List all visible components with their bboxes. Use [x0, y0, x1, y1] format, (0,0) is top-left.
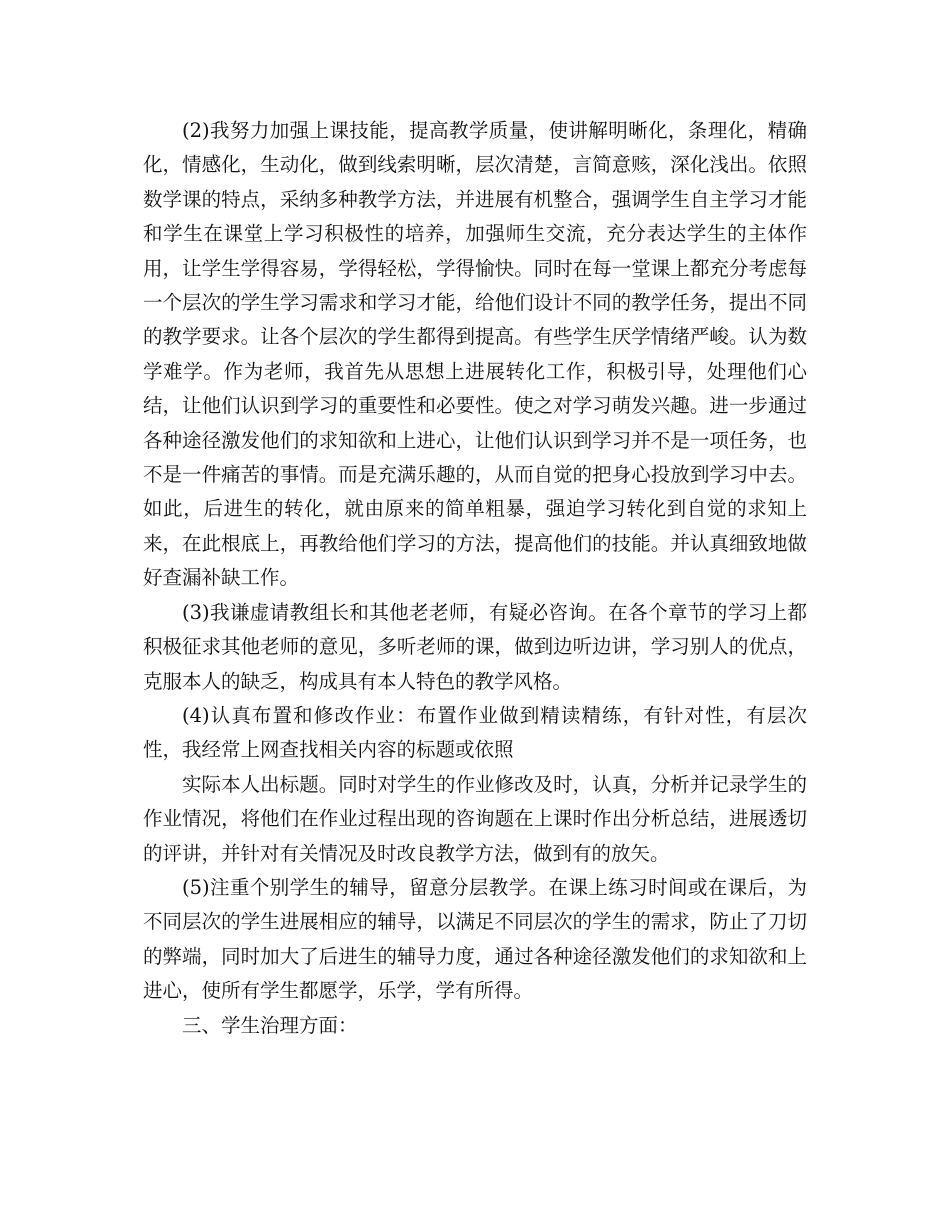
section-heading-student-management: 三、学生治理方面： [182, 1013, 358, 1037]
paragraph-5-individual-tutoring: (5)注重个别学生的辅导，留意分层教学。在课上练习时间或在课后，为不同层次的学生进展相应的辅导，以满足不同层次的学生的需求，防止了刀切的弊端，同时加大了后进生的辅导力度，通过各种途径激发他们的求知欲和上进心，使所有学生都愿学，乐学，学有所得。 [143, 875, 807, 1003]
paragraph-4-homework-continued: 实际本人出标题。同时对学生的作业修改及时，认真，分析并记录学生的作业情况，将他们在作业过程出现的咨询题在上课时作出分析总结，进展透切的评讲，并针对有关情况及时改良教学方法，做到有的放矢。 [143, 772, 807, 865]
paragraph-3-consulting-colleagues: (3)我谦虚请教组长和其他老老师，有疑必咨询。在各个章节的学习上都积极征求其他老师的意见，多听老师的课，做到边听边讲，学习别人的优点，克服本人的缺乏，构成具有本人特色的教学风格。 [143, 600, 807, 693]
document-page [143, 114, 807, 1043]
paragraph-4-homework: (4)认真布置和修改作业：布置作业做到精读精练，有针对性，有层次性，我经常上网查找相关内容的标题或依照 [143, 703, 807, 762]
paragraph-2-teaching-skills: (2)我努力加强上课技能，提高教学质量，使讲解明晰化，条理化，精确化，情感化，生动化，做到线索明晰，层次清楚，言简意赅，深化浅出。依照数学课的特点，采纳多种教学方法，并进展有机整合，强调学生自主学习才能和学生在课堂上学习积极性的培养，加强师生交流，充分表达学生的主体作用，让学生学得容易，学得轻松，学得愉快。同时在每一堂课上都充分考虑每一个层次的学生学习需求和学习才能，给他们设计不同的教学任务，提出不同的教学要求。让各个层次的学生都得到提高。有些学生厌学情绪严峻。认为数学难学。作为老师，我首先从思想上进展转化工作，积极引导，处理他们心结，让他们认识到学习的重要性和必要性。使之对学习萌发兴趣。进一步通过各种途径激发他们的求知欲和上进心，让他们认识到学习并不是一项任务，也不是一件痛苦的事情。而是充满乐趣的，从而自觉的把身心投放到学习中去。如此，后进生的转化，就由原来的简单粗暴，强迫学习转化到自觉的求知上来，在此根底上，再教给他们学习的方法，提高他们的技能。并认真细致地做好查漏补缺工作。 [143, 119, 807, 590]
